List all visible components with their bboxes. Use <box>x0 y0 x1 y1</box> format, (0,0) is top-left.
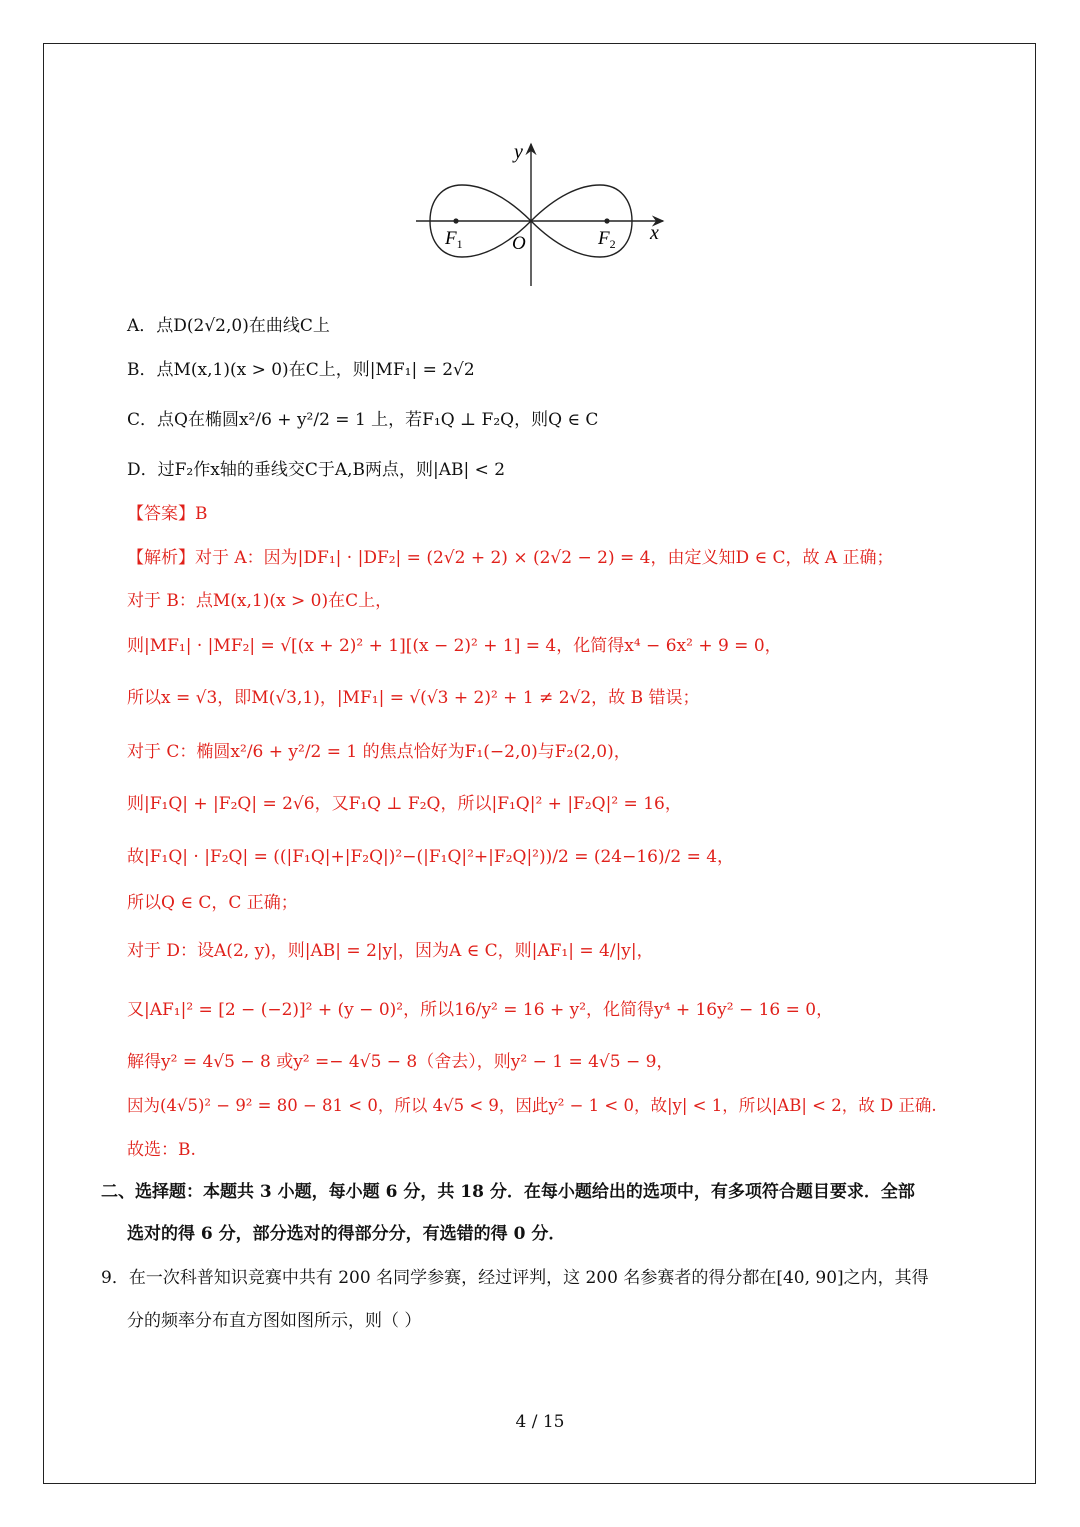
analysis-line-1: 【解析】对于 A：因为|DF₁| · |DF₂| = (2√2 + 2) × (2√2 − 2) = 4，由定义知D ∈ C，故 A 正确； <box>127 548 894 568</box>
option-c: C．点Q在椭圆x²/6 + y²/2 = 1 上，若F₁Q ⊥ F₂Q，则Q ∈ C <box>127 410 599 430</box>
answer-label: 【答案】B <box>127 504 208 524</box>
option-a: A．点D(2√2,0)在曲线C上 <box>127 316 330 336</box>
focus1-label: $F_1$ <box>445 228 463 251</box>
option-d: D．过F₂作x轴的垂线交C于A,B两点，则|AB| < 2 <box>127 460 506 480</box>
lemniscate-figure <box>410 138 670 290</box>
focus2-label: $F_2$ <box>598 228 616 251</box>
y-axis-label: y <box>514 141 523 163</box>
analysis-line-12: 因为(4√5)² − 9² = 80 − 81 < 0，所以 4√5 < 9，因此y² − 1 < 0，故|y| < 1，所以|AB| < 2，故 D 正确. <box>127 1096 937 1115</box>
analysis-line-7: 故|F₁Q| · |F₂Q| = ((|F₁Q|+|F₂Q|)²−(|F₁Q|²+|F₂Q|²))/2 = (24−16)/2 = 4， <box>127 847 735 867</box>
focus1-point <box>453 218 458 223</box>
analysis-line-2: 对于 B：点M(x,1)(x > 0)在C上， <box>127 591 393 611</box>
x-axis-label: x <box>650 222 659 244</box>
question9-line1: 9．在一次科普知识竞赛中共有 200 名同学参赛，经过评判，这 200 名参赛者的得分都在[40, 90]之内，其得 <box>101 1268 929 1288</box>
analysis-line-13: 故选：B. <box>127 1140 196 1160</box>
page-number: 4 / 15 <box>515 1412 565 1432</box>
analysis-line-3: 则|MF₁| · |MF₂| = √[(x + 2)² + 1][(x − 2)² + 1] = 4，化简得x⁴ − 6x² + 9 = 0， <box>127 636 782 656</box>
question9-line2: 分的频率分布直方图如图所示，则（ ） <box>127 1311 422 1331</box>
analysis-line-9: 对于 D：设A(2, y)，则|AB| = 2|y|，因为A ∈ C，则|AF₁| = 4/|y|， <box>127 941 654 961</box>
analysis-line-10: 又|AF₁|² = [2 − (−2)]² + (y − 0)²，所以16/y² = 16 + y²，化简得y⁴ + 16y² − 16 = 0， <box>127 1000 834 1020</box>
origin-label: O <box>512 233 526 254</box>
option-b: B．点M(x,1)(x > 0)在C上，则|MF₁| = 2√2 <box>127 360 475 380</box>
analysis-line-4: 所以x = √3，即M(√3,1)，|MF₁| = √(√3 + 2)² + 1 ≠ 2√2，故 B 错误； <box>127 688 700 708</box>
section2-heading-line2: 选对的得 6 分，部分选对的得部分分，有选错的得 0 分． <box>127 1224 566 1244</box>
analysis-line-5: 对于 C：椭圆x²/6 + y²/2 = 1 的焦点恰好为F₁(−2,0)与F₂(2,0)， <box>127 742 631 762</box>
focus2-point <box>604 218 609 223</box>
analysis-line-11: 解得y² = 4√5 − 8 或y² =− 4√5 − 8（舍去），则y² − 1 = 4√5 − 9， <box>127 1052 674 1072</box>
analysis-line-8: 所以Q ∈ C，C 正确； <box>127 893 298 913</box>
section2-heading-line1: 二、选择题：本题共 3 小题，每小题 6 分，共 18 分．在每小题给出的选项中，有多项符合题目要求．全部 <box>101 1182 915 1202</box>
analysis-line-6: 则|F₁Q| + |F₂Q| = 2√6，又F₁Q ⊥ F₂Q，所以|F₁Q|² + |F₂Q|² = 16， <box>127 794 682 814</box>
